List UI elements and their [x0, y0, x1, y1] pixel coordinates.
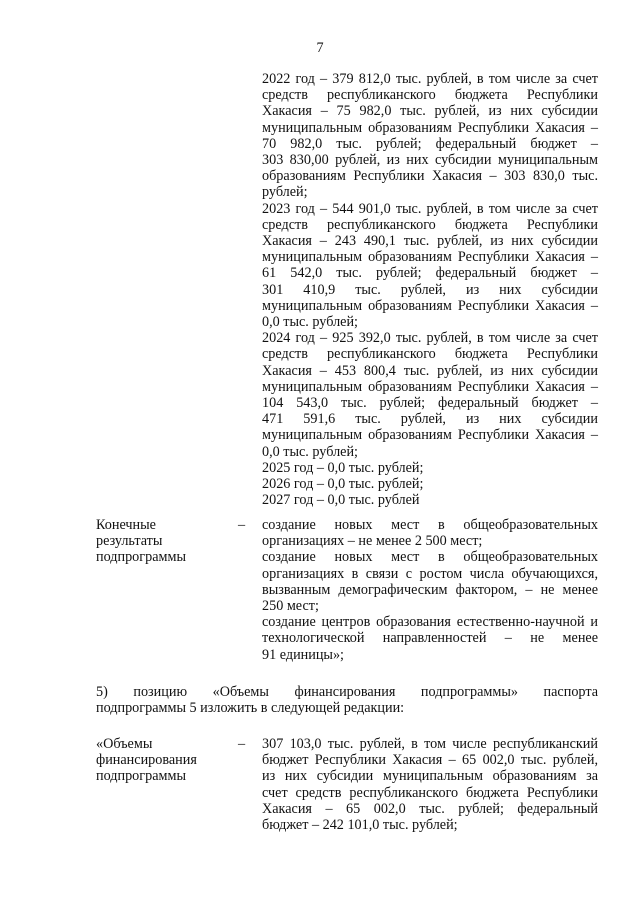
page-number: 7	[316, 40, 324, 56]
text-line: муниципальным образованиям Республики Хакасия –	[262, 378, 598, 395]
results-dash: –	[238, 517, 246, 533]
text-line: 2025 год – 0,0 тыс. рублей;	[262, 459, 424, 476]
text-line: Хакасия – 75 982,0 тыс. рублей, из них субсидии	[262, 103, 598, 120]
text-line: счет средств республиканского бюджета Республики	[262, 784, 598, 801]
label-line: финансирования	[96, 752, 197, 769]
text-line: бюджет – 242 101,0 тыс. рублей;	[262, 817, 458, 834]
text-line: бюджет Республики Хакасия – 65 002,0 тыс. рублей,	[262, 752, 598, 769]
text-line: 2022 год – 379 812,0 тыс. рублей, в том числе за счет	[262, 71, 598, 87]
text-line: создание новых мест в общеобразовательных	[262, 517, 598, 533]
text-line: организациях в связи с ростом числа обучающихся,	[262, 565, 598, 582]
text-line: муниципальным образованиям Республики Хакасия –	[262, 427, 598, 444]
funding-by-year-text	[262, 71, 598, 508]
text-line: средств республиканского бюджета Республики	[262, 216, 598, 233]
text-line: 301 410,9 тыс. рублей, из них субсидии	[262, 281, 598, 298]
amendment-paragraph	[96, 684, 598, 716]
text-line: средств республиканского бюджета Республики	[262, 346, 598, 363]
volumes-text	[262, 736, 598, 833]
text-line: 250 мест;	[262, 598, 319, 615]
text-line: 0,0 тыс. рублей;	[262, 314, 358, 331]
text-line: 2024 год – 925 392,0 тыс. рублей, в том числе за счет	[262, 330, 598, 347]
text-line: 2023 год – 544 901,0 тыс. рублей, в том числе за счет	[262, 200, 598, 217]
text-line: рублей;	[262, 184, 308, 201]
volumes-dash: –	[238, 736, 246, 752]
text-line: 2026 год – 0,0 тыс. рублей;	[262, 476, 424, 493]
text-line: муниципальным образованиям Республики Хакасия –	[262, 119, 598, 136]
text-line: Хакасия – 65 002,0 тыс. рублей; федеральный	[262, 800, 598, 817]
text-line: 5) позицию «Объемы финансирования подпрограммы» паспорта	[96, 684, 598, 700]
text-line: муниципальным образованиям Республики Хакасия –	[262, 249, 598, 266]
text-line: технологической направленностей – не менее	[262, 630, 598, 647]
results-text	[262, 517, 598, 663]
text-line: 303 830,00 рублей, из них субсидии муниципальным	[262, 152, 598, 169]
label-line: подпрограммы	[96, 549, 186, 566]
label-line: результаты	[96, 533, 163, 550]
text-line: 70 982,0 тыс. рублей; федеральный бюджет –	[262, 135, 598, 152]
text-line: 61 542,0 тыс. рублей; федеральный бюджет –	[262, 265, 598, 282]
text-line: средств республиканского бюджета Республики	[262, 87, 598, 104]
text-line: подпрограммы 5 изложить в следующей редакции:	[96, 700, 405, 717]
text-line: Хакасия – 243 490,1 тыс. рублей, из них субсидии	[262, 233, 598, 250]
label-line: подпрограммы	[96, 768, 186, 785]
label-line: Конечные	[96, 517, 156, 533]
text-line: 307 103,0 тыс. рублей, в том числе республиканский	[262, 736, 598, 752]
text-line: создание центров образования естественно-научной и	[262, 614, 598, 631]
text-line: 104 543,0 тыс. рублей; федеральный бюджет –	[262, 395, 598, 412]
text-line: образованиям Республики Хакасия – 303 830,0 тыс.	[262, 168, 598, 185]
text-line: 2027 год – 0,0 тыс. рублей	[262, 492, 420, 509]
volumes-label	[96, 736, 226, 785]
text-line: вызванным демографическим фактором, – не менее	[262, 581, 598, 598]
label-line: «Объемы	[96, 736, 153, 752]
text-line: из них субсидии муниципальным образованиям за	[262, 768, 598, 785]
text-line: муниципальным образованиям Республики Хакасия –	[262, 297, 598, 314]
text-line: Хакасия – 453 800,4 тыс. рублей, из них субсидии	[262, 362, 598, 379]
text-line: 91 единицы»;	[262, 646, 345, 663]
text-line: создание новых мест в общеобразовательных	[262, 549, 598, 566]
text-line: организациях – не менее 2 500 мест;	[262, 533, 483, 550]
results-label	[96, 517, 226, 566]
text-line: 0,0 тыс. рублей;	[262, 443, 358, 460]
text-line: 471 591,6 тыс. рублей, из них субсидии	[262, 411, 598, 428]
